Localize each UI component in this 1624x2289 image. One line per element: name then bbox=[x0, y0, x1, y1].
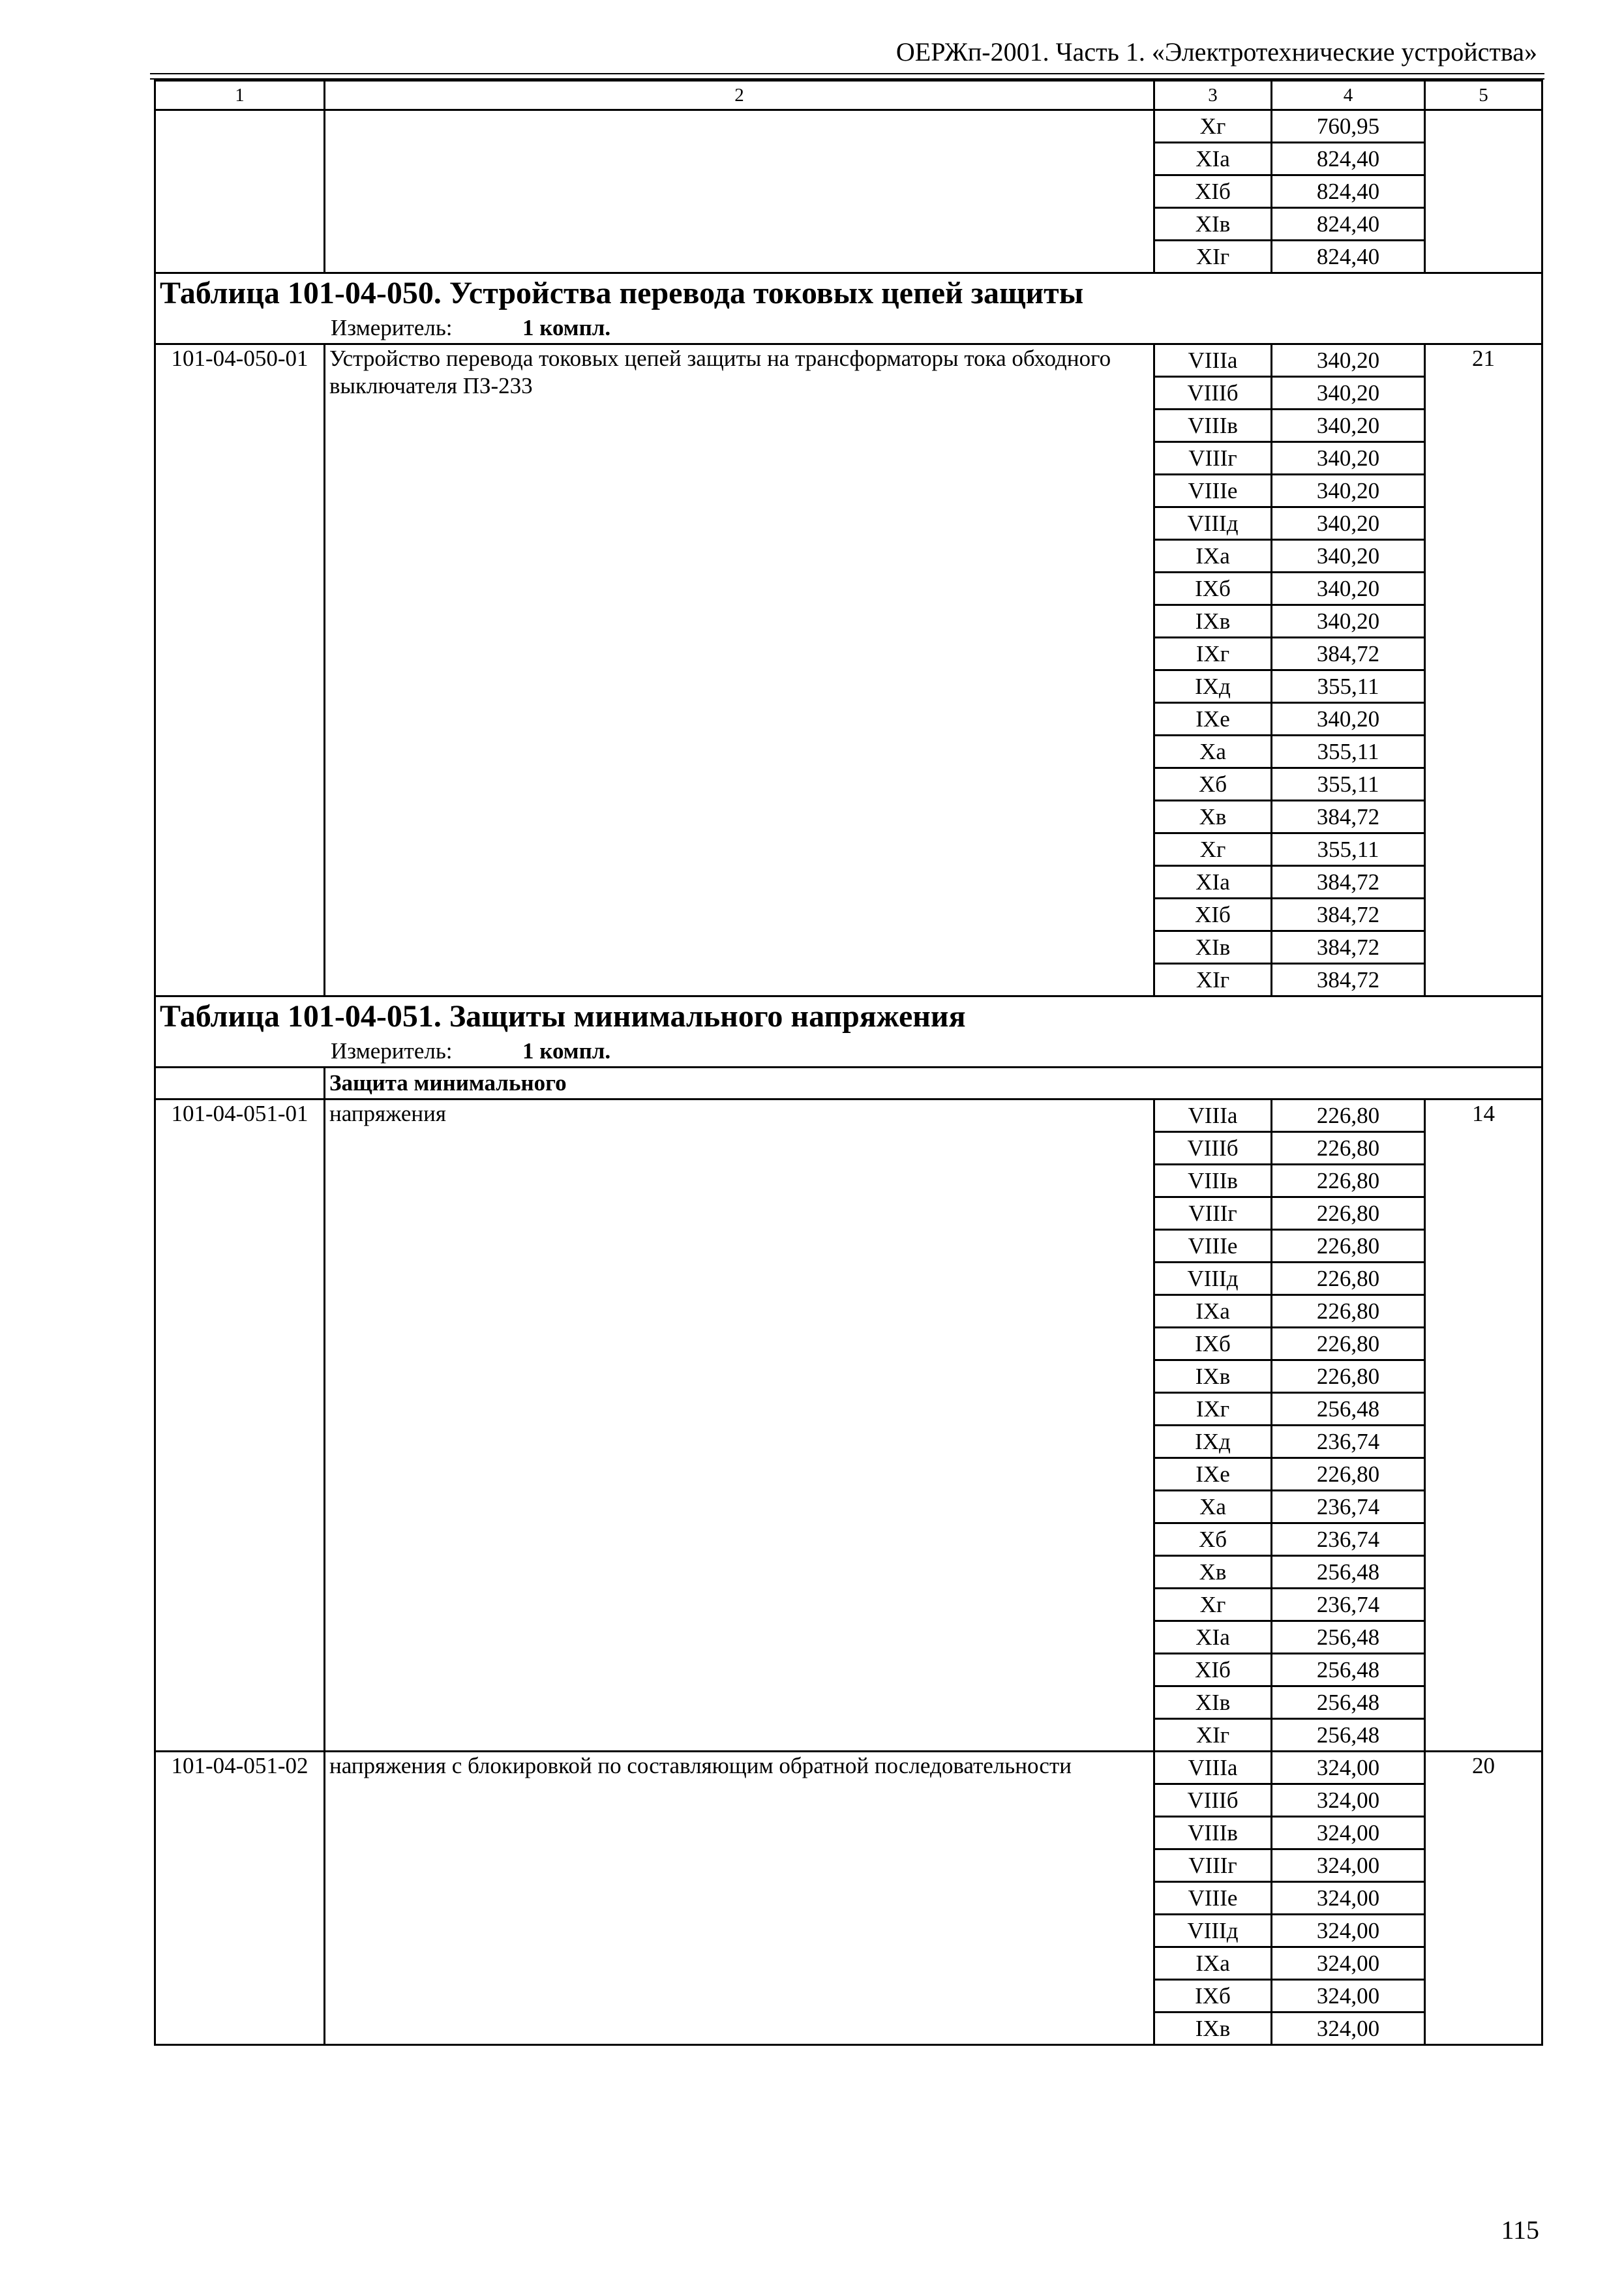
zone-cell: IXб bbox=[1154, 573, 1272, 605]
zone-cell: Xа bbox=[1154, 1491, 1272, 1523]
price-cell: 324,00 bbox=[1272, 1882, 1425, 1915]
measure-unit: 1 компл. bbox=[522, 315, 611, 340]
zone-cell: Xа bbox=[1154, 736, 1272, 768]
price-cell: 824,40 bbox=[1272, 143, 1425, 175]
item-col5: 20 bbox=[1425, 1752, 1542, 2045]
zone-cell: IXв bbox=[1154, 605, 1272, 638]
zone-cell: XIг bbox=[1154, 1719, 1272, 1752]
zone-cell: VIIIд bbox=[1154, 1915, 1272, 1947]
table-row bbox=[155, 1100, 1542, 1132]
table-title: Таблица 101-04-050. Устройства перевода токовых цепей защиты bbox=[155, 273, 1542, 314]
price-cell: 226,80 bbox=[1272, 1100, 1425, 1132]
column-number: 3 bbox=[1154, 81, 1272, 110]
price-cell: 324,00 bbox=[1272, 1817, 1425, 1849]
table-title: Таблица 101-04-051. Защиты минимального напряжения bbox=[155, 996, 1542, 1037]
code-cell bbox=[155, 110, 325, 273]
zone-cell: VIIIе bbox=[1154, 1230, 1272, 1263]
table-row bbox=[155, 344, 1542, 377]
measure-label: Измеритель: bbox=[331, 315, 453, 340]
zone-cell: IXа bbox=[1154, 540, 1272, 573]
col5-cell bbox=[1425, 110, 1542, 273]
price-cell: 824,40 bbox=[1272, 175, 1425, 208]
price-cell: 384,72 bbox=[1272, 638, 1425, 670]
description-cell bbox=[325, 110, 1154, 273]
column-number: 4 bbox=[1272, 81, 1425, 110]
price-cell: 324,00 bbox=[1272, 1849, 1425, 1882]
price-cell: 324,00 bbox=[1272, 1784, 1425, 1817]
zone-cell: IXв bbox=[1154, 2012, 1272, 2045]
zone-cell: IXд bbox=[1154, 1426, 1272, 1458]
price-cell: 226,80 bbox=[1272, 1360, 1425, 1393]
zone-cell: IXд bbox=[1154, 670, 1272, 703]
zone-cell: VIIIб bbox=[1154, 1784, 1272, 1817]
header-rule bbox=[150, 73, 1544, 74]
page-number: 115 bbox=[1501, 2215, 1539, 2245]
price-cell: 226,80 bbox=[1272, 1230, 1425, 1263]
price-cell: 340,20 bbox=[1272, 344, 1425, 377]
item-description: Устройство перевода токовых цепей защиты на трансформаторы тока обходного выключателя ПЗ-233 bbox=[325, 344, 1154, 996]
price-cell: 236,74 bbox=[1272, 1491, 1425, 1523]
zone-cell: Xг bbox=[1154, 833, 1272, 866]
price-cell: 355,11 bbox=[1272, 670, 1425, 703]
price-cell: 324,00 bbox=[1272, 2012, 1425, 2045]
price-cell: 226,80 bbox=[1272, 1295, 1425, 1328]
item-code: 101-04-050-01 bbox=[155, 344, 325, 996]
zone-cell: XIв bbox=[1154, 931, 1272, 964]
item-description: напряжения с блокировкой по составляющим обратной последовательности bbox=[325, 1752, 1154, 2045]
price-cell: 226,80 bbox=[1272, 1197, 1425, 1230]
price-cell: 256,48 bbox=[1272, 1621, 1425, 1654]
zone-cell: VIIIд bbox=[1154, 1263, 1272, 1295]
price-cell: 226,80 bbox=[1272, 1132, 1425, 1165]
price-cell: 324,00 bbox=[1272, 1947, 1425, 1980]
item-col5: 14 bbox=[1425, 1100, 1542, 1752]
price-cell: 340,20 bbox=[1272, 507, 1425, 540]
price-cell: 256,48 bbox=[1272, 1719, 1425, 1752]
zone-cell: Xб bbox=[1154, 768, 1272, 801]
subheading: Защита минимального bbox=[325, 1068, 1542, 1100]
zone-cell: VIIIг bbox=[1154, 1849, 1272, 1882]
measure-row bbox=[155, 313, 1542, 344]
price-cell: 324,00 bbox=[1272, 1752, 1425, 1784]
price-cell: 824,40 bbox=[1272, 208, 1425, 241]
page-header-title: ОЕРЖп-2001. Часть 1. «Электротехнические устройства» bbox=[895, 37, 1537, 67]
price-cell: 256,48 bbox=[1272, 1556, 1425, 1589]
price-cell: 340,20 bbox=[1272, 410, 1425, 442]
zone-cell: XIб bbox=[1154, 175, 1272, 208]
measure-cell bbox=[155, 1036, 1542, 1068]
price-cell: 324,00 bbox=[1272, 1915, 1425, 1947]
zone-cell: VIIIв bbox=[1154, 410, 1272, 442]
price-cell: 236,74 bbox=[1272, 1589, 1425, 1621]
price-cell: 226,80 bbox=[1272, 1458, 1425, 1491]
zone-cell: IXа bbox=[1154, 1295, 1272, 1328]
price-cell: 256,48 bbox=[1272, 1654, 1425, 1686]
price-cell: 340,20 bbox=[1272, 540, 1425, 573]
price-cell: 760,95 bbox=[1272, 110, 1425, 143]
price-cell: 340,20 bbox=[1272, 703, 1425, 736]
zone-cell: Xг bbox=[1154, 1589, 1272, 1621]
subheading-row bbox=[155, 1068, 1542, 1100]
price-cell: 824,40 bbox=[1272, 241, 1425, 273]
measure-unit: 1 компл. bbox=[522, 1038, 611, 1064]
price-cell: 340,20 bbox=[1272, 573, 1425, 605]
zone-cell: XIг bbox=[1154, 241, 1272, 273]
column-number: 5 bbox=[1425, 81, 1542, 110]
price-cell: 340,20 bbox=[1272, 442, 1425, 475]
zone-cell: XIг bbox=[1154, 964, 1272, 996]
zone-cell: XIа bbox=[1154, 1621, 1272, 1654]
item-col5: 21 bbox=[1425, 344, 1542, 996]
zone-cell: XIа bbox=[1154, 143, 1272, 175]
price-cell: 226,80 bbox=[1272, 1328, 1425, 1360]
zone-cell: IXб bbox=[1154, 1980, 1272, 2012]
price-cell: 384,72 bbox=[1272, 801, 1425, 833]
price-cell: 226,80 bbox=[1272, 1263, 1425, 1295]
price-cell: 226,80 bbox=[1272, 1165, 1425, 1197]
zone-cell: IXе bbox=[1154, 1458, 1272, 1491]
table-row bbox=[155, 110, 1542, 143]
price-cell: 340,20 bbox=[1272, 377, 1425, 410]
zone-cell: VIIIа bbox=[1154, 344, 1272, 377]
zone-cell: VIIIв bbox=[1154, 1817, 1272, 1849]
price-cell: 355,11 bbox=[1272, 833, 1425, 866]
zone-cell: IXг bbox=[1154, 638, 1272, 670]
price-cell: 355,11 bbox=[1272, 736, 1425, 768]
price-cell: 384,72 bbox=[1272, 931, 1425, 964]
zone-cell: XIб bbox=[1154, 899, 1272, 931]
code-cell bbox=[155, 1068, 325, 1100]
price-cell: 236,74 bbox=[1272, 1523, 1425, 1556]
zone-cell: Xб bbox=[1154, 1523, 1272, 1556]
price-cell: 324,00 bbox=[1272, 1980, 1425, 2012]
price-cell: 384,72 bbox=[1272, 866, 1425, 899]
zone-cell: IXа bbox=[1154, 1947, 1272, 1980]
zone-cell: Xг bbox=[1154, 110, 1272, 143]
zone-cell: XIв bbox=[1154, 1686, 1272, 1719]
zone-cell: XIв bbox=[1154, 208, 1272, 241]
price-cell: 340,20 bbox=[1272, 605, 1425, 638]
measure-label: Измеритель: bbox=[331, 1038, 453, 1064]
item-code: 101-04-051-01 bbox=[155, 1100, 325, 1752]
price-cell: 256,48 bbox=[1272, 1393, 1425, 1426]
zone-cell: VIIIг bbox=[1154, 1197, 1272, 1230]
zone-cell: IXв bbox=[1154, 1360, 1272, 1393]
price-cell: 256,48 bbox=[1272, 1686, 1425, 1719]
zone-cell: VIIIд bbox=[1154, 507, 1272, 540]
price-table bbox=[154, 80, 1543, 2046]
price-cell: 340,20 bbox=[1272, 475, 1425, 507]
zone-cell: VIIIг bbox=[1154, 442, 1272, 475]
price-cell: 236,74 bbox=[1272, 1426, 1425, 1458]
column-number-row bbox=[155, 81, 1542, 110]
zone-cell: VIIIв bbox=[1154, 1165, 1272, 1197]
zone-cell: Xв bbox=[1154, 1556, 1272, 1589]
measure-cell bbox=[155, 313, 1542, 344]
zone-cell: IXг bbox=[1154, 1393, 1272, 1426]
zone-cell: IXб bbox=[1154, 1328, 1272, 1360]
zone-cell: XIа bbox=[1154, 866, 1272, 899]
item-description: напряжения bbox=[325, 1100, 1154, 1752]
zone-cell: VIIIе bbox=[1154, 1882, 1272, 1915]
item-code: 101-04-051-02 bbox=[155, 1752, 325, 2045]
zone-cell: Xв bbox=[1154, 801, 1272, 833]
price-cell: 384,72 bbox=[1272, 899, 1425, 931]
column-number: 2 bbox=[325, 81, 1154, 110]
price-cell: 355,11 bbox=[1272, 768, 1425, 801]
zone-cell: VIIIа bbox=[1154, 1100, 1272, 1132]
zone-cell: VIIIб bbox=[1154, 1132, 1272, 1165]
zone-cell: XIб bbox=[1154, 1654, 1272, 1686]
zone-cell: IXе bbox=[1154, 703, 1272, 736]
zone-cell: VIIIа bbox=[1154, 1752, 1272, 1784]
column-number: 1 bbox=[155, 81, 325, 110]
table-row bbox=[155, 1752, 1542, 1784]
zone-cell: VIIIе bbox=[1154, 475, 1272, 507]
zone-cell: VIIIб bbox=[1154, 377, 1272, 410]
table-title-row bbox=[155, 273, 1542, 314]
table-title-row bbox=[155, 996, 1542, 1037]
measure-row bbox=[155, 1036, 1542, 1068]
price-cell: 384,72 bbox=[1272, 964, 1425, 996]
